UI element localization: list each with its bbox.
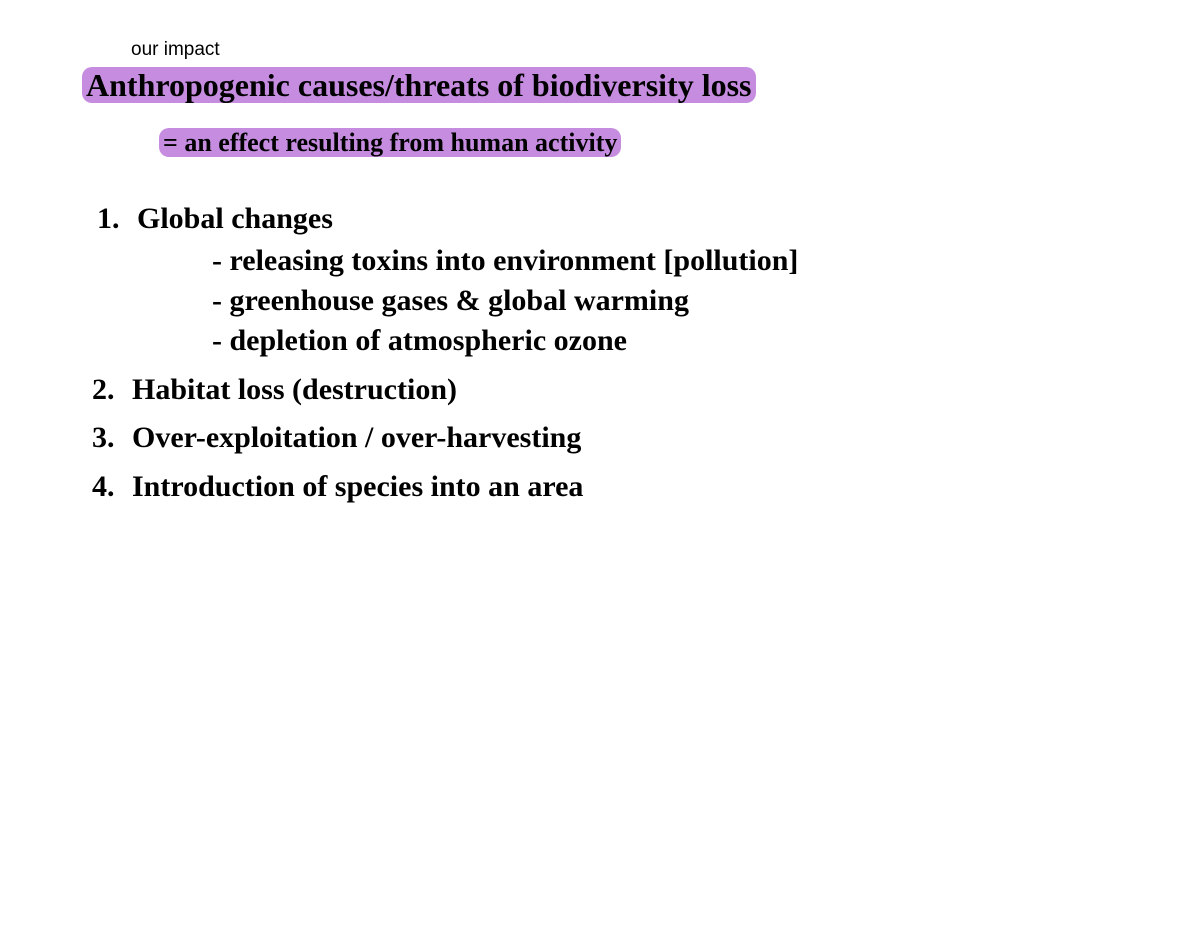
header-note: our impact — [131, 39, 220, 60]
sub-item: - releasing toxins into environment [pollution] — [212, 244, 799, 277]
list-item-1 — [97, 201, 333, 237]
sub-item: - depletion of atmospheric ozone — [212, 324, 627, 357]
list-number: 1. — [97, 202, 120, 235]
sub-item: - greenhouse gases & global warming — [212, 284, 689, 317]
list-number: 2. — [92, 373, 115, 406]
definition-highlight: = an effect resulting from human activity — [159, 128, 621, 157]
list-item-label: Global changes — [137, 202, 333, 235]
list-item-label: Introduction of species into an area — [132, 470, 584, 503]
list-item-2 — [92, 372, 457, 408]
list-item-label: Over-exploitation / over-harvesting — [132, 421, 582, 454]
slide-title — [82, 65, 756, 105]
definition-line — [159, 127, 621, 159]
list-item-3 — [92, 420, 581, 456]
list-item-label: Habitat loss (destruction) — [132, 373, 457, 406]
list-item-4 — [92, 469, 583, 505]
title-highlight: Anthropogenic causes/threats of biodiversity loss — [82, 67, 756, 103]
list-number: 3. — [92, 421, 115, 454]
list-number: 4. — [92, 470, 115, 503]
